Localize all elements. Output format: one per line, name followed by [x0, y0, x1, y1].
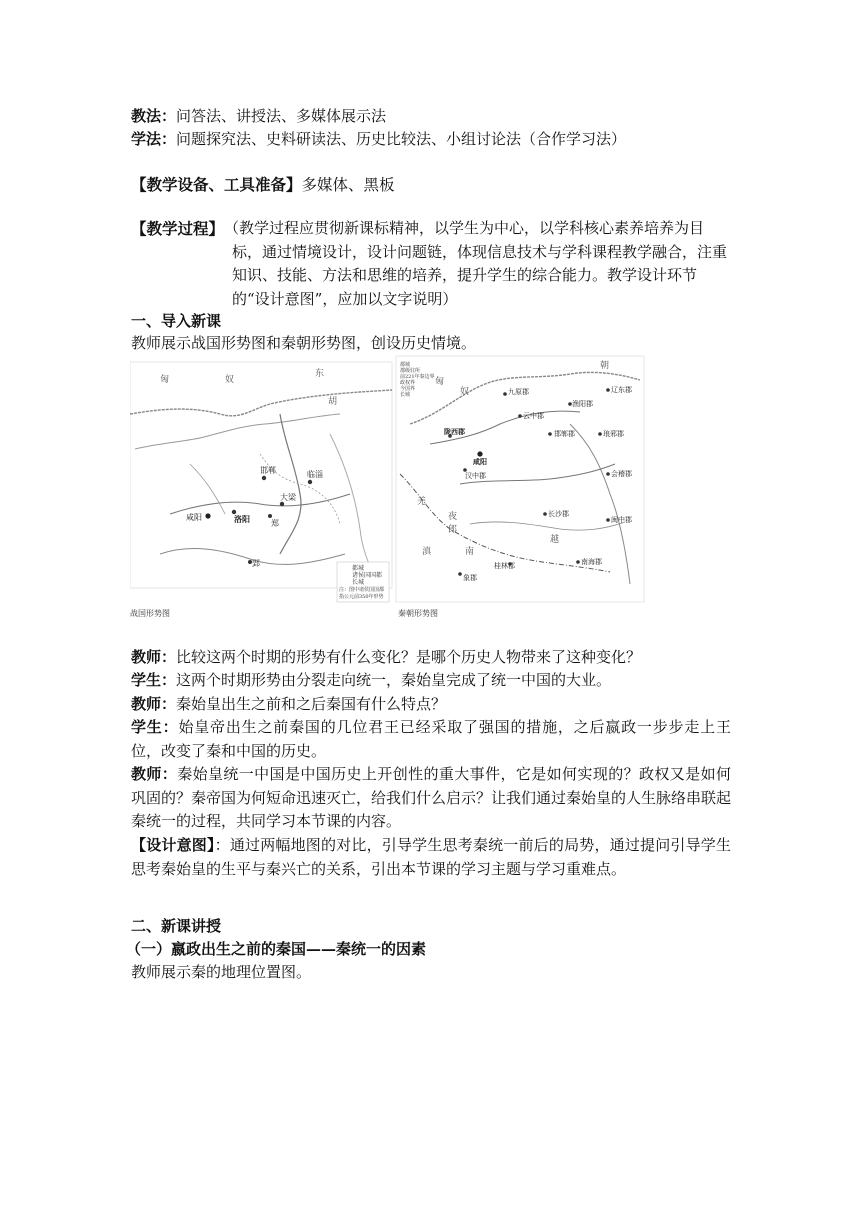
map-caption-qin: 秦朝形势图 — [398, 609, 438, 618]
learning-method-line — [131, 127, 626, 151]
svg-text:今国界: 今国界 — [400, 386, 416, 392]
svg-text:郢: 郢 — [252, 559, 260, 568]
svg-text:朝: 朝 — [600, 361, 610, 371]
section2-intro: 教师展示秦的地理位置图。 — [131, 963, 312, 981]
map-image — [130, 354, 645, 620]
speaker-teacher: 教师： — [131, 765, 178, 783]
svg-text:汉中郡: 汉中郡 — [465, 472, 486, 480]
svg-text:会稽郡: 会稽郡 — [611, 470, 632, 478]
svg-text:指公元前350年形势: 指公元前350年形势 — [339, 594, 384, 600]
svg-text:前221年秦边界: 前221年秦边界 — [400, 374, 435, 380]
process-label-line — [131, 217, 224, 241]
equipment-text: 多媒体、黑板 — [301, 176, 395, 194]
svg-text:陇西郡: 陇西郡 — [444, 427, 465, 436]
svg-text:邯郸: 邯郸 — [260, 466, 276, 475]
svg-text:辽东郡: 辽东郡 — [611, 386, 632, 394]
svg-text:东: 东 — [315, 369, 325, 379]
svg-text:奴: 奴 — [460, 387, 470, 397]
svg-text:咸阳: 咸阳 — [186, 513, 202, 522]
svg-text:政权界: 政权界 — [400, 380, 416, 386]
equipment-line — [131, 173, 395, 197]
svg-text:都城: 都城 — [400, 362, 411, 368]
learning-method-label: 学法： — [131, 130, 177, 148]
svg-text:滇: 滇 — [422, 547, 432, 557]
dialogue-line-2 — [131, 669, 731, 693]
svg-text:云中郡: 云中郡 — [523, 412, 544, 420]
svg-text:越: 越 — [550, 535, 560, 545]
svg-text:渔阳郡: 渔阳郡 — [572, 400, 593, 408]
section2-subheading: （一）嬴政出生之前的秦国——秦统一的因素 — [126, 940, 427, 958]
svg-text:长城: 长城 — [352, 579, 365, 586]
svg-text:邯郸郡: 邯郸郡 — [554, 430, 575, 438]
svg-text:九原郡: 九原郡 — [508, 388, 529, 396]
map-caption-warring-states: 战国形势图 — [130, 609, 170, 618]
dialogue-line-3 — [131, 693, 731, 717]
svg-text:注：图中诸侯国国都: 注：图中诸侯国国都 — [339, 587, 385, 593]
speaker-student: 学生： — [131, 671, 177, 689]
svg-text:羌: 羌 — [417, 497, 427, 507]
speaker-teacher: 教师： — [131, 648, 177, 666]
teaching-method-text: 问答法、讲授法、多媒体展示法 — [176, 107, 387, 125]
svg-text:南: 南 — [465, 547, 475, 557]
dialogue-text: 秦始皇统一中国是中国历史上开创性的重大事件，它是如何实现的？政权又是如何巩固的？秦帝国为何短命迅速灭亡，给我们什么启示？让我们通过秦始皇的人生脉络串联起秦统一的过程，共同学习本节课的内容。 — [131, 765, 732, 831]
svg-text:郑: 郑 — [271, 519, 279, 528]
svg-text:奴: 奴 — [225, 375, 235, 385]
learning-method-text: 问题探究法、史料研读法、历史比较法、小组讨论法（合作学习法） — [176, 130, 627, 148]
speaker-teacher: 教师： — [131, 695, 177, 713]
svg-text:夜: 夜 — [448, 512, 458, 522]
dialogue-text: 秦始皇出生之前和之后秦国有什么特点？ — [176, 695, 447, 713]
process-note: （教学过程应贯彻新课标精神，以学生为中心，以学科核心素养培养为目标，通过情境设计，设计问题链，体现信息技术与学科课程教学融合，注重知识、技能、方法和思维的培养，提升学生的综合能力。教学设计环节的“设计意图”，应加以文字说明） — [224, 219, 728, 308]
svg-text:洛阳: 洛阳 — [234, 514, 250, 524]
svg-text:临淄: 临淄 — [307, 470, 323, 479]
svg-text:匈: 匈 — [435, 377, 445, 387]
design-intent — [131, 834, 731, 881]
qin-dynasty-map — [396, 356, 644, 602]
design-intent-label: 【设计意图】 — [131, 836, 215, 854]
dialogue-line-5 — [131, 763, 731, 834]
svg-text:南海郡: 南海郡 — [581, 558, 602, 566]
svg-text:长城: 长城 — [400, 392, 411, 398]
maps-figure — [130, 354, 645, 620]
svg-text:匈: 匈 — [160, 375, 170, 385]
svg-text:长沙郡: 长沙郡 — [548, 510, 569, 518]
equipment-label: 【教学设备、工具准备】 — [131, 175, 302, 194]
svg-text:象郡: 象郡 — [463, 574, 477, 582]
svg-text:诸侯国国都: 诸侯国国都 — [352, 572, 383, 579]
speaker-student: 学生： — [131, 718, 179, 736]
teaching-method-line — [131, 104, 386, 128]
svg-text:郎: 郎 — [448, 525, 458, 535]
section2-heading: 二、新课讲授 — [131, 917, 222, 935]
dialogue-text: 始皇帝出生之前秦国的几位君王已经采取了强国的措施，之后嬴政一步步走上王位，改变了秦和中国的历史。 — [131, 718, 731, 760]
dialogue-text: 比较这两个时期的形势有什么变化？是哪个历史人物带来了这种变化？ — [176, 648, 642, 666]
svg-text:咸阳: 咸阳 — [473, 457, 487, 466]
svg-text:桂林郡: 桂林郡 — [494, 562, 515, 570]
svg-text:胡: 胡 — [328, 397, 338, 407]
svg-text:都城: 都城 — [352, 565, 365, 572]
teaching-method-label: 教法： — [131, 107, 177, 125]
svg-text:大梁: 大梁 — [280, 493, 296, 502]
design-intent-text: ：通过两幅地图的对比，引导学生思考秦统一前后的局势，通过提问引导学生思考秦始皇的生平与秦兴亡的关系，引出本节课的学习主题与学习重难点。 — [131, 836, 731, 878]
process-label: 【教学过程】 — [131, 219, 225, 238]
svg-text:郡级驻所: 郡级驻所 — [400, 368, 421, 374]
dialogue-line-4 — [131, 716, 731, 763]
section1-heading: 一、导入新课 — [131, 312, 222, 330]
svg-text:闽中郡: 闽中郡 — [611, 516, 632, 524]
svg-text:琅邪郡: 琅邪郡 — [603, 430, 624, 438]
warring-states-map — [130, 362, 392, 602]
dialogue-text: 这两个时期形势由分裂走向统一，秦始皇完成了统一中国的大业。 — [176, 671, 612, 689]
section1-intro: 教师展示战国形势图和秦朝形势图，创设历史情境。 — [131, 334, 477, 352]
dialogue-line-1 — [131, 646, 731, 670]
